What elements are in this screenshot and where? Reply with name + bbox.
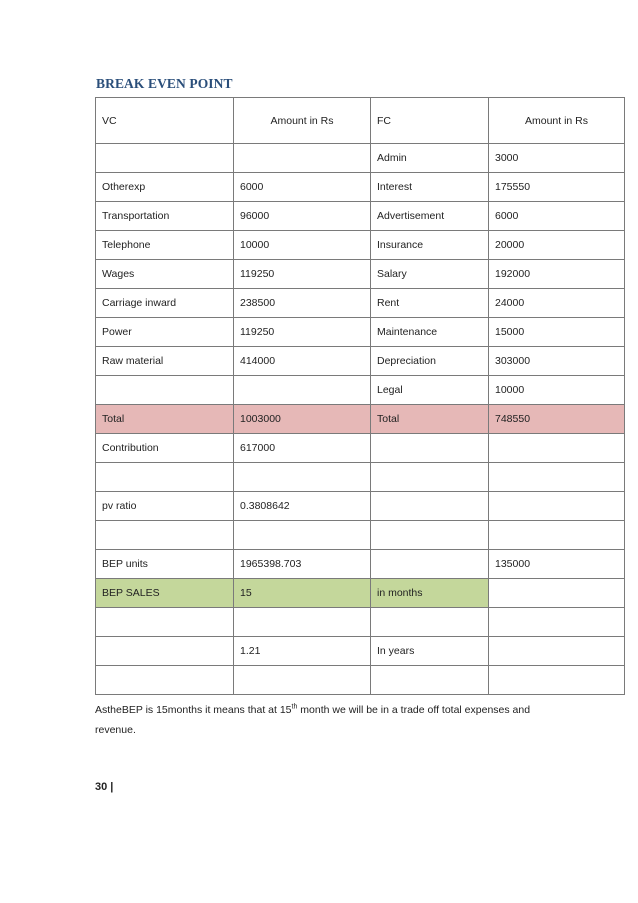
empty-cell	[489, 463, 625, 492]
empty-cell	[489, 637, 625, 666]
contribution-value: 617000	[234, 434, 371, 463]
contribution-label: Contribution	[96, 434, 234, 463]
vc-amount	[234, 376, 371, 405]
fc-amount: 303000	[489, 347, 625, 376]
bep-units-value: 1965398.703	[234, 550, 371, 579]
vc-item: Raw material	[96, 347, 234, 376]
fc-item: Admin	[371, 144, 489, 173]
empty-cell	[371, 434, 489, 463]
vc-amount: 414000	[234, 347, 371, 376]
fc-total-label: Total	[371, 405, 489, 434]
note-text-end: month we will be in a trade off total expenses and revenue.	[95, 704, 531, 736]
page-number: 30 |	[95, 781, 114, 793]
note-superscript: th	[291, 703, 298, 711]
table-row	[96, 318, 625, 347]
empty-row	[96, 521, 625, 550]
header-fc-amount: Amount in Rs	[489, 98, 625, 144]
empty-cell	[371, 550, 489, 579]
total-row	[96, 405, 625, 434]
vc-amount: 119250	[234, 260, 371, 289]
table-row	[96, 289, 625, 318]
fc-total-amount: 748550	[489, 405, 625, 434]
empty-cell	[96, 666, 234, 695]
fc-item: Rent	[371, 289, 489, 318]
fc-amount: 3000	[489, 144, 625, 173]
conclusion-note	[95, 700, 555, 740]
header-vc: VC	[96, 98, 234, 144]
fc-amount: 6000	[489, 202, 625, 231]
table-row	[96, 144, 625, 173]
empty-cell	[371, 666, 489, 695]
fc-item: Maintenance	[371, 318, 489, 347]
fc-amount: 24000	[489, 289, 625, 318]
fc-item: Salary	[371, 260, 489, 289]
fc-amount: 192000	[489, 260, 625, 289]
fc-amount: 20000	[489, 231, 625, 260]
fc-item: Legal	[371, 376, 489, 405]
fc-item: Advertisement	[371, 202, 489, 231]
vc-amount: 238500	[234, 289, 371, 318]
empty-cell	[371, 463, 489, 492]
fc-item: Depreciation	[371, 347, 489, 376]
vc-item: Telephone	[96, 231, 234, 260]
vc-amount	[234, 144, 371, 173]
empty-cell	[489, 579, 625, 608]
fc-amount: 15000	[489, 318, 625, 347]
fc-amount: 10000	[489, 376, 625, 405]
bep-units-label: BEP units	[96, 550, 234, 579]
table-row	[96, 347, 625, 376]
empty-cell	[489, 492, 625, 521]
bep-years-unit: In years	[371, 637, 489, 666]
vc-item: Otherexp	[96, 173, 234, 202]
empty-cell	[489, 521, 625, 550]
table-row	[96, 231, 625, 260]
pv-ratio-row	[96, 492, 625, 521]
fc-item: Insurance	[371, 231, 489, 260]
empty-cell	[234, 666, 371, 695]
vc-item	[96, 144, 234, 173]
table-row	[96, 202, 625, 231]
bep-years-value: 1.21	[234, 637, 371, 666]
vc-item: Wages	[96, 260, 234, 289]
bep-units-row	[96, 550, 625, 579]
header-fc: FC	[371, 98, 489, 144]
empty-row	[96, 463, 625, 492]
table-row	[96, 173, 625, 202]
bep-years-row	[96, 637, 625, 666]
empty-cell	[489, 608, 625, 637]
empty-row	[96, 608, 625, 637]
empty-cell	[96, 637, 234, 666]
empty-cell	[371, 492, 489, 521]
break-even-table	[95, 97, 625, 695]
vc-total-amount: 1003000	[234, 405, 371, 434]
header-vc-amount: Amount in Rs	[234, 98, 371, 144]
empty-cell	[234, 463, 371, 492]
empty-cell	[96, 463, 234, 492]
vc-item	[96, 376, 234, 405]
empty-cell	[371, 521, 489, 550]
table-header-row	[96, 98, 625, 144]
empty-cell	[234, 608, 371, 637]
vc-amount: 96000	[234, 202, 371, 231]
vc-amount: 6000	[234, 173, 371, 202]
empty-cell	[489, 666, 625, 695]
empty-cell	[234, 521, 371, 550]
vc-amount: 10000	[234, 231, 371, 260]
fc-bep-value: 135000	[489, 550, 625, 579]
pv-ratio-label: pv ratio	[96, 492, 234, 521]
bep-sales-value: 15	[234, 579, 371, 608]
bep-sales-label: BEP SALES	[96, 579, 234, 608]
fc-amount: 175550	[489, 173, 625, 202]
table-row	[96, 376, 625, 405]
vc-item: Power	[96, 318, 234, 347]
fc-item: Interest	[371, 173, 489, 202]
note-text-start: AstheBEP is 15months it means that at 15	[95, 704, 292, 716]
vc-item: Transportation	[96, 202, 234, 231]
table-row	[96, 260, 625, 289]
empty-row	[96, 666, 625, 695]
pv-ratio-value: 0.3808642	[234, 492, 371, 521]
section-title: BREAK EVEN POINT	[96, 76, 233, 91]
contribution-row	[96, 434, 625, 463]
empty-cell	[96, 521, 234, 550]
empty-cell	[371, 608, 489, 637]
empty-cell	[96, 608, 234, 637]
vc-total-label: Total	[96, 405, 234, 434]
vc-item: Carriage inward	[96, 289, 234, 318]
empty-cell	[489, 434, 625, 463]
bep-sales-unit: in months	[371, 579, 489, 608]
bep-sales-row	[96, 579, 625, 608]
vc-amount: 119250	[234, 318, 371, 347]
